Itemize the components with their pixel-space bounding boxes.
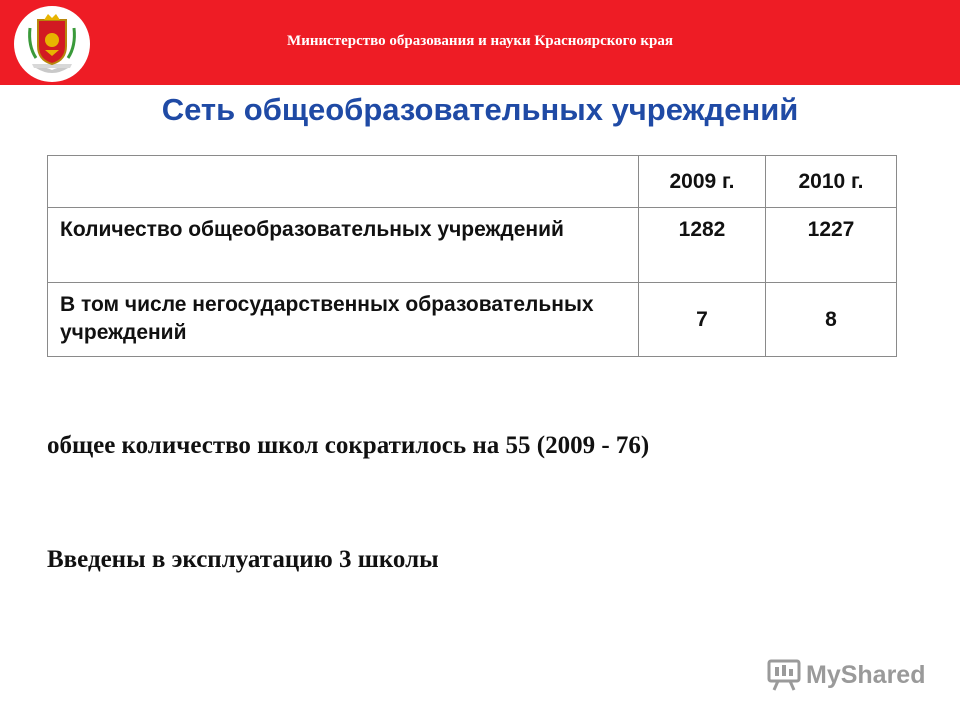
header-cell-empty: [48, 156, 639, 208]
table-row: [48, 283, 897, 357]
header-cell-2010: 2010 г.: [766, 156, 897, 208]
slide-title: Сеть общеобразовательных учреждений: [161, 92, 799, 127]
row-label: В том числе негосударственных образовательных учреждений: [48, 283, 639, 357]
statistics-table: [47, 155, 897, 357]
value-2010: 1227: [766, 208, 897, 283]
table-row: [48, 208, 897, 283]
note-schools-reduced: общее количество школ сократилось на 55 (2009 - 76): [47, 432, 650, 459]
ministry-name: Министерство образования и науки Красноярского края: [287, 33, 673, 49]
presentation-board-icon: [766, 658, 802, 692]
header-bar: [0, 0, 960, 85]
watermark: [766, 655, 925, 695]
value-2009: 7: [639, 283, 766, 357]
header-cell-2009: 2009 г.: [639, 156, 766, 208]
value-2009: 1282: [639, 208, 766, 283]
table-header-row: [48, 156, 897, 208]
note-schools-opened: Введены в эксплуатацию 3 школы: [47, 546, 439, 573]
row-label: Количество общеобразовательных учреждений: [48, 208, 639, 283]
value-2010: 8: [766, 283, 897, 357]
watermark-text: MyShared: [806, 660, 926, 689]
